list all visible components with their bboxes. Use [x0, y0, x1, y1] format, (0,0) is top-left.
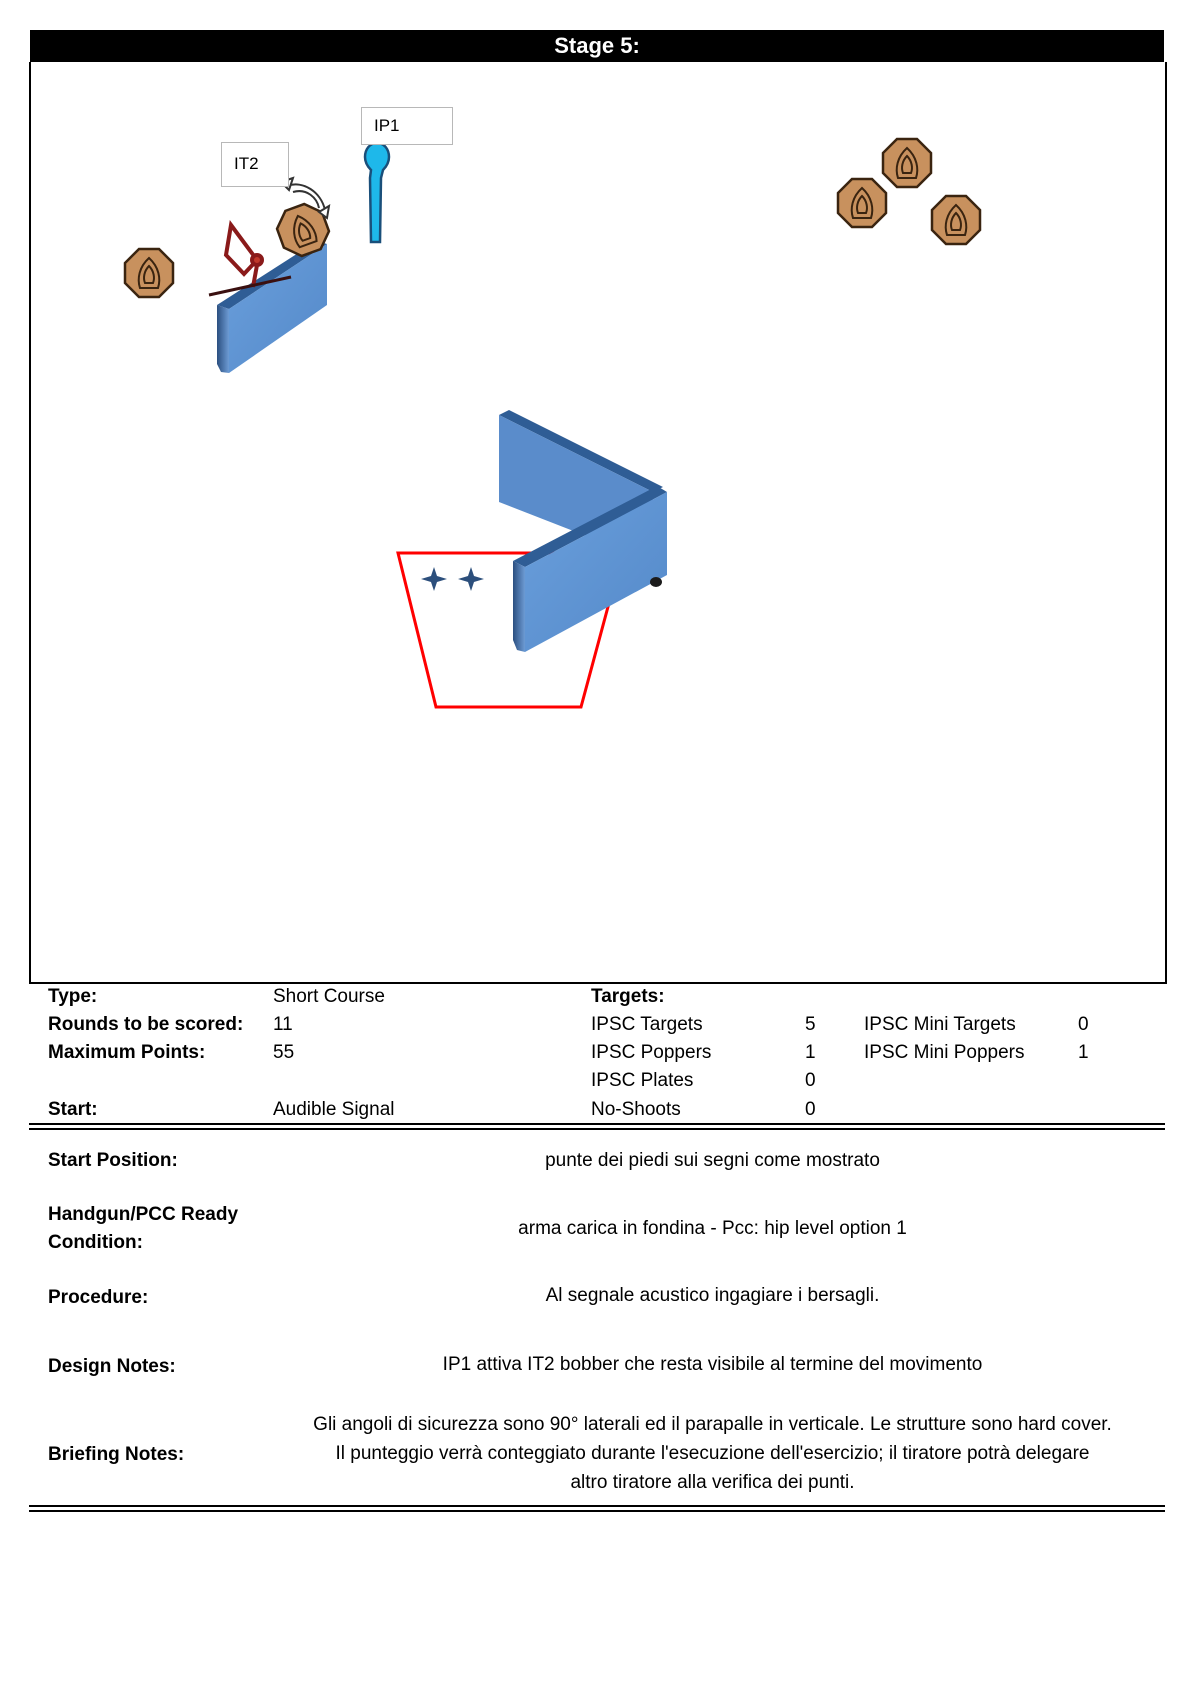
type-value: Short Course	[273, 986, 385, 1007]
design-notes-label: Design Notes:	[48, 1356, 176, 1377]
divider	[29, 1123, 1165, 1125]
max-points-label: Maximum Points:	[48, 1042, 206, 1063]
label-it2: IT2	[221, 142, 289, 187]
target-right-left	[838, 179, 886, 227]
target-right-right	[932, 196, 980, 244]
start-label: Start:	[48, 1099, 98, 1120]
type-label: Type:	[48, 986, 98, 1007]
ready-condition-value: arma carica in fondina - Pcc: hip level option 1	[518, 1218, 907, 1239]
ready-condition-label	[48, 1201, 238, 1257]
start-position-value: punte dei piedi sui segni come mostrato	[545, 1150, 880, 1171]
procedure-label: Procedure:	[48, 1287, 149, 1308]
divider	[29, 1510, 1165, 1512]
popper-ip1	[365, 143, 389, 242]
target-right-top	[883, 139, 931, 187]
target-type-name: IPSC Poppers	[591, 1042, 712, 1063]
start-value: Audible Signal	[273, 1099, 395, 1120]
start-marks	[421, 567, 484, 591]
ready-condition-label-line1: Handgun/PCC Ready	[48, 1204, 239, 1225]
stage-drawing	[31, 62, 1165, 982]
target-type-name: IPSC Targets	[591, 1014, 703, 1035]
mini-target-type-count: 1	[1078, 1042, 1089, 1063]
mini-target-type-count: 0	[1078, 1014, 1089, 1035]
swinger-pivot	[252, 255, 262, 265]
max-points-value: 55	[273, 1042, 295, 1063]
target-type-name: IPSC Plates	[591, 1070, 694, 1091]
mini-target-type-name: IPSC Mini Poppers	[864, 1042, 1025, 1063]
briefing-notes-line: Il punteggio verrà conteggiato durante l'esecuzione dell'esercizio; il tiratore potrà delegare	[335, 1443, 1090, 1464]
target-type-count: 0	[805, 1070, 816, 1091]
swinger-arm	[226, 225, 257, 274]
target-type-count: 5	[805, 1014, 816, 1035]
start-position-label: Start Position:	[48, 1150, 178, 1171]
divider	[29, 1505, 1165, 1507]
procedure-value: Al segnale acustico ingagiare i bersagli.	[545, 1285, 880, 1306]
stage-title: Stage 5:	[30, 30, 1164, 62]
targets-label: Targets:	[591, 986, 665, 1007]
briefing-notes-line: Gli angoli di sicurezza sono 90° laterali ed il parapalle in verticale. Le strutture sono hard cover.	[313, 1414, 1112, 1435]
stage-diagram	[29, 62, 1167, 984]
target-type-name: No-Shoots	[591, 1099, 681, 1120]
briefing-notes-label: Briefing Notes:	[48, 1444, 185, 1465]
rounds-label: Rounds to be scored:	[48, 1014, 244, 1035]
briefing-notes-line: altro tiratore alla verifica dei punti.	[570, 1472, 855, 1493]
target-type-count: 1	[805, 1042, 816, 1063]
mini-target-type-name: IPSC Mini Targets	[864, 1014, 1016, 1035]
rounds-value: 11	[273, 1014, 293, 1035]
target-type-count: 0	[805, 1099, 816, 1120]
target-left	[125, 249, 173, 297]
ready-condition-label-line2: Condition:	[48, 1232, 143, 1253]
divider	[29, 1128, 1165, 1130]
design-notes-value: IP1 attiva IT2 bobber che resta visibile al termine del movimento	[442, 1354, 983, 1375]
label-ip1: IP1	[361, 107, 453, 145]
